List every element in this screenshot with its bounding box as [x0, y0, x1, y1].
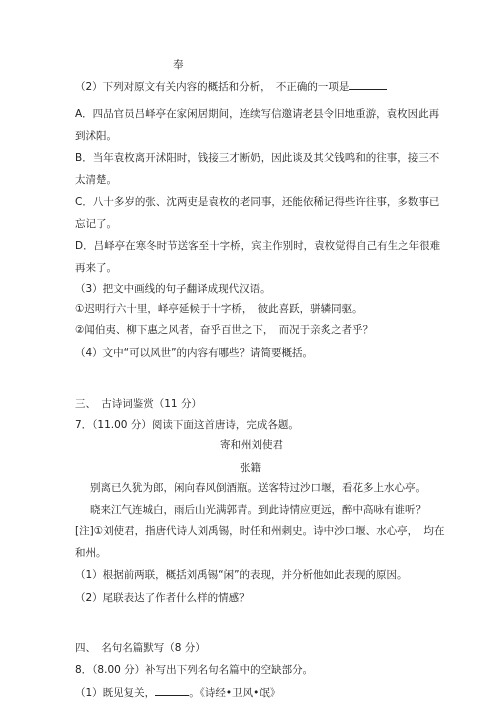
- option-c-line-2: 忘记了。: [75, 218, 117, 230]
- q8-stem: 8．（8.00 分）补写出下列名句名篇中的空缺部分。: [75, 664, 314, 676]
- poem-line-2: 晓来江气连城白，雨后山光满郭青。到此诗情应更远，醉中高咏有谁听？: [90, 504, 426, 516]
- option-d-line-2: 再来了。: [75, 262, 117, 274]
- q3-sentence-2: ②闻伯夷、柳下惠之风者，奋乎百世之下， 而况于亲炙之者乎？: [75, 324, 374, 336]
- poem-note-line-1: [注]①刘使君，指唐代诗人刘禹锡，时任和州刺史。诗中沙口堰、水心亭， 均在: [75, 525, 445, 537]
- q8-item-1-blank[interactable]: [155, 685, 189, 696]
- option-a-line-1: A．四品官员吕峄亭在家闲居期间，连续写信邀请老县令旧地重游，袁枚因此再: [75, 108, 440, 120]
- q8-item-1-prefix: （1）既见复关，: [75, 687, 156, 699]
- q7-sub-1: （1）根据前两联，概括刘禹锡“闲”的表现，并分析他如此表现的原因。: [75, 569, 408, 581]
- q2-stem-line: [75, 79, 387, 94]
- q8-item-1: [75, 685, 280, 700]
- poem-note-line-2: 和州。: [75, 547, 107, 559]
- q7-stem: 7．（11.00 分）阅读下面这首唐诗，完成各题。: [75, 419, 299, 431]
- top-fragment: 奉: [173, 59, 184, 71]
- section-4-title: 四、 名句名篇默写（8 分）: [75, 642, 206, 654]
- option-c-line-1: C．八十多岁的张、沈两吏是袁枚的老同事，还能依稀记得些许往事，多数事已: [75, 196, 440, 208]
- q3-sentence-1: ①迟明行六十里，峄亭延候于十字桥， 彼此喜跃，骈辚同驱。: [75, 303, 363, 315]
- q7-sub-2: （2）尾联表达了作者什么样的情感？: [75, 592, 250, 604]
- option-a-line-2: 到沭阳。: [75, 130, 117, 142]
- poem-line-1: 别离已久犹为郎，闲向春风倒酒瓶。送客特过沙口堰，看花多上水心亭。: [90, 482, 426, 494]
- option-b-line-2: 太清楚。: [75, 174, 117, 186]
- q3-stem: （3）把文中画线的句子翻译成现代汉语。: [75, 283, 271, 295]
- q2-stem: （2）下列对原文有关内容的概括和分析， 不正确的一项是: [75, 81, 350, 93]
- q4-stem: （4）文中“可以风世”的内容有哪些？请简要概括。: [75, 347, 314, 359]
- poem-title: 寄和州刘使君: [220, 439, 283, 451]
- q2-answer-blank[interactable]: [349, 79, 387, 90]
- option-b-line-1: B．当年袁枚离开沭阳时，钱接三才断奶，因此谈及其父钱鸣和的往事，接三不: [75, 152, 440, 164]
- q8-item-1-suffix: 。《诗经•卫风•氓》: [189, 687, 281, 699]
- poem-author: 张籍: [240, 462, 261, 474]
- option-d-line-1: D．吕峄亭在寒冬时节送客至十字桥，宾主作别时，袁枚觉得自己有生之年很难: [75, 240, 441, 252]
- section-3-title: 三、 古诗词鉴赏（11 分）: [75, 398, 202, 410]
